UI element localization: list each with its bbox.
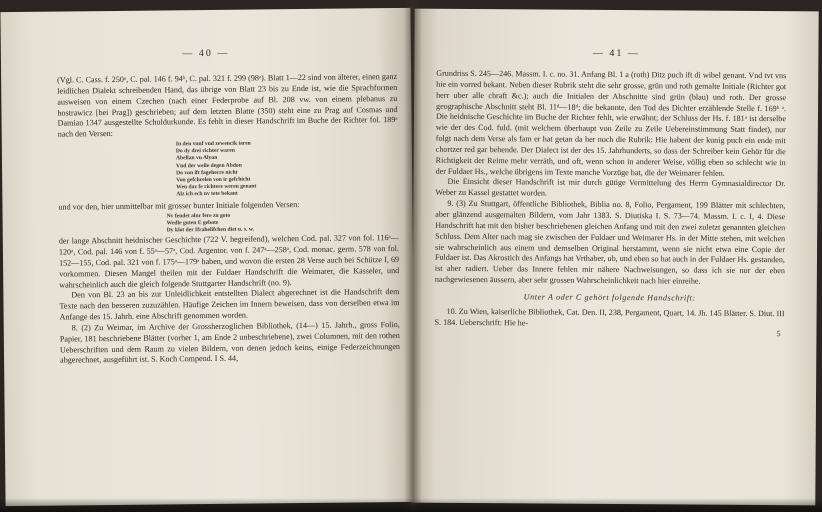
book-gutter (404, 0, 422, 512)
paragraph: 8. (2) Zu Weimar, im Archive der Grossherzoglichen Bibliothek, (14—) 15. Jahrh., gross Folio, Papier, 181 beschriebene Blätter (vorher 1, am Ende 2 unbeschriebene), zwei Columnen, mit den rothen Ueberschriften und dem Raum zu vielen Bildern, von denen jedoch keins, einige Federzeichnungen abgerechnet, ausgeführt ist. S. Koch Compend. I S. 44, (59, 319, 400, 365)
verse-line: Do dy drei richter waren (175, 147, 235, 155)
verse-quote (176, 139, 399, 199)
right-page (411, 9, 818, 506)
paragraph: (Vgl. C. Cass. f. 250ᵃ, C. pal. 146 f. 94ᵇ, C. pal. 321 f. 299 (98ᵃ). Blatt 1—22 sind von älterer, einen ganz leidlichen Dialekt schreibenden Hand, das übrige von Blatt 23 bis zu Ende ist, wie die Sprachformen ausweisen von einem Czechen (nach einer Federprobe auf Bl. 208 vw. von einem plebanus zu hostrawicz [bei Prag]) geschrieben; auf dem letzten Blatte (350) steht eine zu Prag auf Cosmas und Damian 1347 ausgestellte Schuldurkunde. Es fehlt in dieser Handschrift im Buche der Richter fol. 189ᵃ nach den Versen: (57, 72, 398, 139)
page-number: — 41 — (592, 47, 640, 60)
paragraph: Grundriss S. 245—246. Massm. I. c. no. 31. Anfang Bl. 1 a (roth) Ditz puch ift di wibel genant. Vnd tvt vns hie ein vorred bekant. Neben dieser Rubrik steht die sehr grosse, grün und roth gemalte Initiale (Richter got herr uber alle chraft &c.); auch die Initialen der Abschnitte sind grün (blau) und roth. Der grosse geographische Abschnitt steht Bl. 11ᵈ—18ᵈ; die bekannte, den Tod des Dichter erzählende Stelle f. 169ᵇ ᵃ. Die heidnische Geschichte im Buche der Richter fehlt, wie erwähnt; der Schluss der Hs. f. 181ᵃ ist derselbe wie der des Cod. fuld. (mit welchem überhaupt von Zeile zu Zeile Uebereinstimmung Statt findet), nur folgt nach dem Verse als fam er hat getan da her noch die Rubrik: Hie habent der kunig puch ein ende mit chortzer red gar behende. Der Dialect ist der des 15. Jahrhunderts, so dass der Schreiber kein Gehör für die Richtigkeit der Reime mehr verräth, und oft, wenn schon in anderer Weise, völlig eben so schlecht wie in der Fuldaer Hs., welche übrigens im Texte manche Vorzüge hat, die der Weimarer fehlen. (435, 68, 787, 178)
paragraph: Die Einsicht dieser Handschrift ist mir durch gütige Vermittelung des Herrn Gymnasialdirector Dr. Weber zu Kassel gestattet worden. (435, 177, 786, 198)
verse-line: Abellan vu Alyon (175, 155, 218, 162)
verse-line: Alz ich ech nv tete bekant (176, 191, 238, 198)
verse-line: Dy klot der Ifrahelifchen diet u. s. w. (166, 226, 254, 234)
paragraph: 10. Zu Wien, kaiserliche Bibliothek, Cat. Den. II, 238, Pergament, Quart, 14. Jh. 145 Blätter. S. Diut. III S. 184. Ueberschrift: Hie he- (434, 306, 785, 327)
verse-line: Do von ift fagehecre nicht (176, 169, 238, 177)
paragraph: der lange Abschnitt heidnischer Geschichte (722 V. hegreifend), welchen Cod. pal. 327 von fol. 116ᵃ—120ᵃ, Cod. pal. 146 von f. 55ᵃ—57ᵃ, Cod. Argentor. von f. 247ᵃ—258ᵃ, Cod. monac. germ. 578 von fol. 152—155, Cod. pal. 321 von f. 175ᵃ—179ᵃ haben, und wovon die ersten 28 Verse auch bei Schütze I, 69 vorkommen. Diesen Mangel theilen mit der Fuldaer Handschrift die Weimarer, die Kasseler, und wahrscheinlich auch die gleich folgende Stuttgarter Handschrift (no. 9). (58, 233, 400, 290)
verse-line: Wedle guten E gebote (166, 219, 219, 227)
paragraph: und vor den, hier unmittelbar mit grosser bunter Initiale folgenden Versen: (58, 199, 300, 212)
verse-quote (167, 211, 399, 235)
signature-mark: 5 (776, 329, 781, 339)
paragraph: Den von Bl. 23 an bis zur Unleidlichkeit entstellten Dialect abgerechnet ist die Handschrift dem Texte nach den besseren zuzuzählen. Häufige Zeichen im Innern beweisen, dass von derselben etwa im Anfange des 15. Jahrh. eine Abschrift genommen worden. (59, 287, 400, 322)
page-number: — 40 — (182, 47, 230, 60)
verse-line: In den vnnf vnd zewencik iaren (175, 140, 251, 148)
left-page (0, 8, 415, 506)
verse-line: Von gefchrelen von ir gefchicht (176, 176, 251, 184)
bottom-shadow (0, 498, 822, 512)
paragraph: 9. (3) Zu Stuttgart, öffentliche Bibliothek, Biblia no. 8, Folio, Pergament, 199 Blätter mit schlechten, aber glänzend ausgemalten Bildern, vom Jahr 1383. S. Diutiska I. S. 73—74. Massm. I. c. I, 4. Diese Handschrift hat mit den bisher beschriebenen gleichen Anfang und mit den zwei zuletzt genannten gleichen Schluss. Dem Alter nach mag sie zwischen der Fuldaer und Weimarer Hs. in der Mitte stehen, mit welchen sie wahrscheinlich aus einem und demselben Original herstammt, wenn sie nicht etwa eine Copie der Fuldaer ist. Das Akrostich des Anfangs hat Vrthaber, ub, und eben so hat auch in der Fuldaer Hs. gestanden, ist aber radiert. Ueber das Innere fehlen mir nähere Nachweisungen, so dass ich sie nur der eben nachgewiesenen äussern, aber sehr grossen Wahrscheinlichkeit nach hier einreihe. (434, 198, 786, 286)
section-heading: Unter A oder C gehört folgende Handschrift: (523, 292, 696, 303)
verse-line: Wen daz fe richtere weren genant (176, 183, 257, 191)
verse-line: Vnd der weile degen Abdon (176, 162, 242, 170)
page-body (57, 72, 400, 367)
verse-line: Nv fendet alnr fere zu goto (166, 212, 231, 219)
page-body (434, 69, 786, 341)
